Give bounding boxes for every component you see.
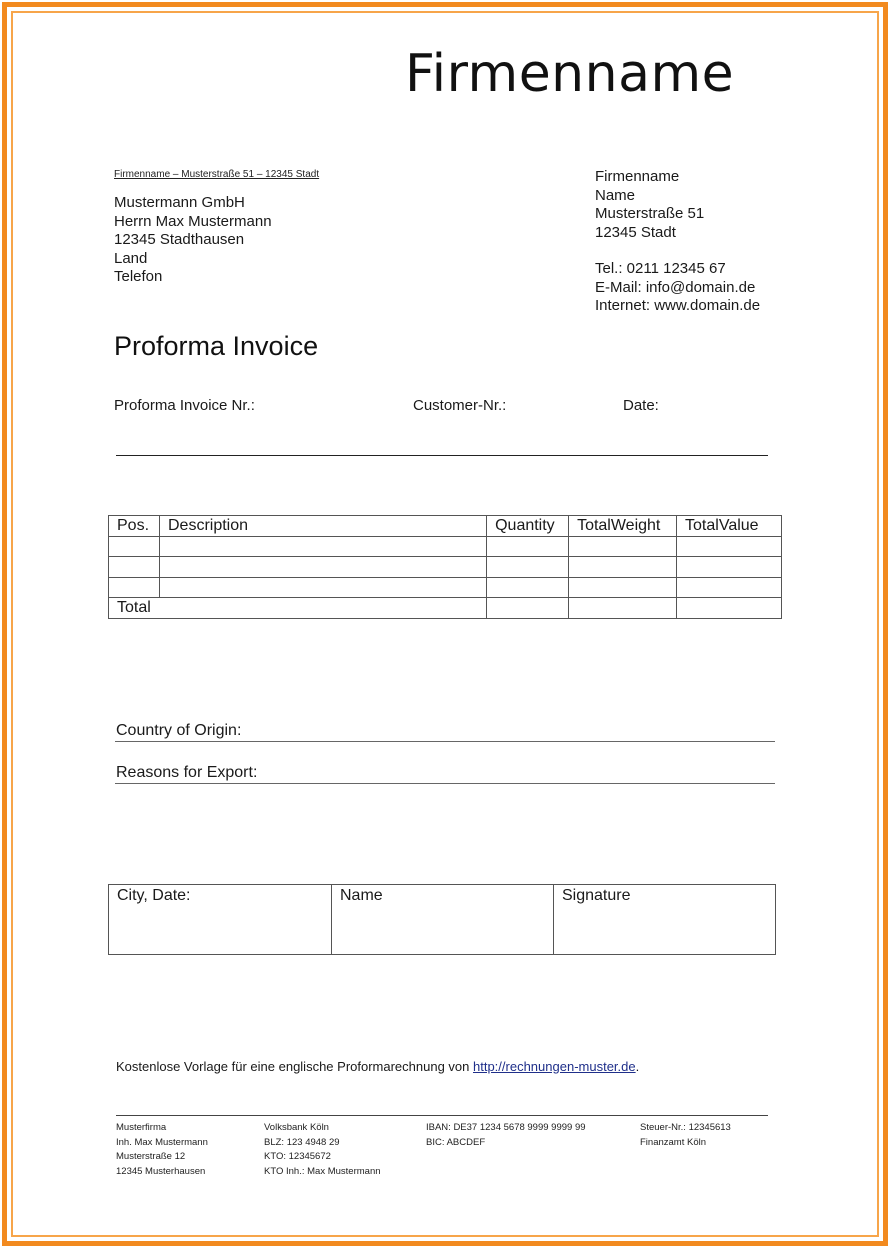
table-cell: [569, 557, 677, 578]
country-of-origin-line: [115, 741, 775, 742]
reasons-for-export-label: Reasons for Export:: [116, 764, 258, 781]
table-cell: [487, 577, 569, 598]
footer-line: Musterfirma: [116, 1122, 167, 1133]
website: Internet: www.domain.de: [595, 297, 761, 314]
table-cell: [569, 577, 677, 598]
note-link[interactable]: http://rechnungen-muster.de: [473, 1059, 636, 1074]
table-cell: [677, 557, 782, 578]
signature-label: Signature: [562, 887, 631, 904]
name-label: Name: [340, 887, 383, 904]
date-label: Date:: [623, 397, 659, 414]
sender-line: Musterstraße 51: [595, 205, 705, 222]
customer-number-label: Customer-Nr.:: [413, 397, 507, 414]
table-cell: [159, 577, 486, 598]
sender-line: Name: [595, 186, 636, 204]
recipient-line: Mustermann GmbH: [114, 194, 245, 211]
footer-line: Inh. Max Mustermann: [116, 1136, 208, 1148]
city-date-label: City, Date:: [117, 887, 191, 904]
footer-line: Finanzamt Köln: [640, 1136, 707, 1148]
footer-line: BIC: ABCDEF: [426, 1136, 486, 1148]
name-cell: [332, 885, 554, 954]
items-table: [108, 515, 782, 619]
document-title: Proforma Invoice: [114, 331, 319, 361]
footer-tax: [640, 1121, 731, 1150]
phone: Tel.: 0211 12345 67: [595, 260, 726, 277]
table-row: [109, 557, 782, 578]
header-quantity: Quantity: [487, 516, 569, 537]
signature-box: [108, 884, 776, 955]
table-total-row: [109, 598, 782, 619]
reasons-for-export-line: [115, 783, 775, 784]
country-of-origin-label: Country of Origin:: [116, 722, 242, 739]
header-description: Description: [159, 516, 486, 537]
table-row: [109, 577, 782, 598]
sender-line: 12345 Stadt: [595, 223, 676, 241]
table-cell: [109, 577, 160, 598]
footer-line: Musterstraße 12: [116, 1151, 186, 1162]
footer-line: KTO: 12345672: [264, 1151, 331, 1162]
email: E-Mail: info@domain.de: [595, 278, 756, 296]
sender-address: [595, 168, 704, 242]
table-cell: [109, 557, 160, 578]
table-cell: [487, 557, 569, 578]
table-cell: [109, 536, 160, 557]
company-title: Firmenname: [405, 44, 735, 104]
table-cell: [677, 577, 782, 598]
recipient-line: Land: [114, 249, 148, 267]
sender-line: Firmenname: [595, 168, 680, 185]
table-row: [109, 536, 782, 557]
table-header-row: [109, 516, 782, 537]
signature-cell: [554, 885, 775, 954]
footer-line: BLZ: 123 4948 29: [264, 1136, 340, 1148]
total-label: Total: [109, 598, 487, 619]
footer-line: 12345 Musterhausen: [116, 1165, 206, 1177]
table-cell: [159, 536, 486, 557]
sender-return-line: Firmenname – Musterstraße 51 – 12345 Stadt: [114, 169, 320, 180]
table-cell: [487, 536, 569, 557]
footer-line: Volksbank Köln: [264, 1122, 329, 1133]
footer-line: Steuer-Nr.: 12345613: [640, 1122, 731, 1133]
footer-company: [116, 1121, 208, 1179]
footer-line: IBAN: DE37 1234 5678 9999 9999 99: [426, 1122, 586, 1133]
footer-line: KTO Inh.: Max Mustermann: [264, 1165, 381, 1177]
footer-divider: [116, 1115, 768, 1116]
note-end: .: [635, 1059, 640, 1074]
recipient-address: [114, 194, 272, 287]
divider: [116, 455, 768, 456]
footer-bank: [264, 1121, 381, 1179]
sender-contact: [595, 260, 760, 316]
recipient-line: Telefon: [114, 268, 163, 285]
table-cell: [569, 598, 677, 619]
table-cell: [677, 536, 782, 557]
table-cell: [569, 536, 677, 557]
header-total-weight: TotalWeight: [569, 516, 677, 537]
header-pos: Pos.: [109, 516, 160, 537]
recipient-line: Herrn Max Mustermann: [114, 212, 272, 230]
recipient-line: 12345 Stadthausen: [114, 231, 245, 248]
table-cell: [159, 557, 486, 578]
invoice-number-label: Proforma Invoice Nr.:: [114, 397, 255, 414]
city-date-cell: [109, 885, 332, 954]
footer-iban: [426, 1121, 586, 1150]
table-cell: [677, 598, 782, 619]
note-text: Kostenlose Vorlage für eine englische Proformarechnung von: [116, 1059, 473, 1074]
header-total-value: TotalValue: [677, 516, 782, 537]
table-cell: [487, 598, 569, 619]
template-note: [116, 1059, 639, 1074]
